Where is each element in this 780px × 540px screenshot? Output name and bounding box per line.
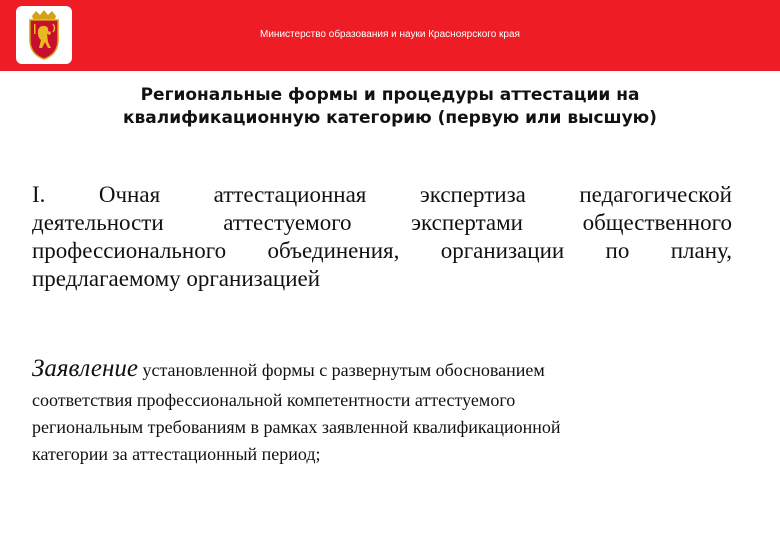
word: профессионального (32, 238, 227, 263)
statement-line-3: региональным требованиям в рамках заявленной квалификационной (32, 417, 561, 437)
statement-line-4: категории за аттестационный период; (32, 444, 321, 464)
ministry-name: Министерство образования и науки Красноярского края (260, 29, 520, 40)
header-bar (0, 0, 780, 71)
statement-text (32, 352, 752, 468)
word: I. (32, 182, 46, 207)
word: деятельности (32, 210, 164, 235)
statement-line-1 (32, 352, 752, 387)
word: экспертами (411, 210, 523, 235)
section-one-line-2 (32, 209, 732, 237)
section-one-line-1 (32, 181, 732, 209)
page-title-line-2: квалификационную категорию (первую или высшую) (123, 108, 657, 128)
statement-line-1-rest: установленной формы с развернутым обоснованием (137, 360, 545, 380)
word: плану, (670, 238, 732, 263)
word: общественного (582, 210, 732, 235)
word: по (605, 238, 630, 263)
word: педагогической (579, 182, 732, 207)
page-title (40, 84, 740, 130)
word: Очная (98, 182, 161, 207)
section-one-text (32, 181, 732, 293)
statement-line-2: соответствия профессиональной компетентности аттестуемого (32, 390, 516, 410)
statement-keyword: Заявление (32, 355, 138, 382)
word: объединения, (267, 238, 400, 263)
word: организации (440, 238, 565, 263)
word: аттестационная (213, 182, 367, 207)
section-one-line-3 (32, 237, 732, 265)
word: экспертиза (419, 182, 526, 207)
page-title-line-1: Региональные формы и процедуры аттестации на (140, 85, 640, 105)
word: аттестуемого (223, 210, 352, 235)
section-one-line-4: предлагаемому организацией (32, 266, 321, 291)
